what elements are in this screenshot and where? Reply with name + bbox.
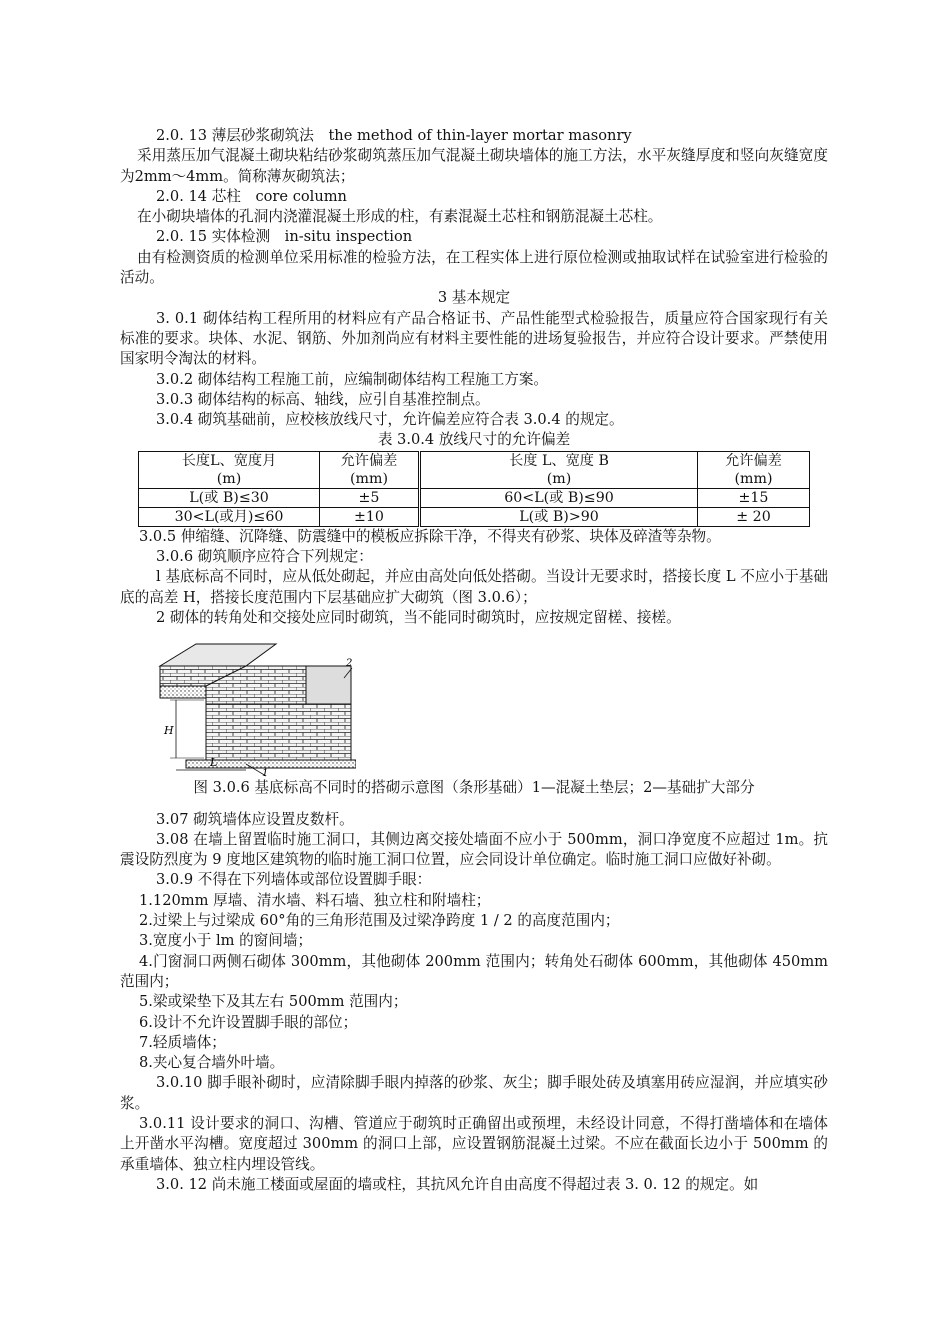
term-2-0-14-definition: 在小砌块墙体的孔洞内浇灌混凝土形成的柱，有素混凝土芯柱和钢筋混凝土芯柱。 <box>137 208 663 226</box>
header-cell <box>139 451 320 488</box>
label-h: H <box>164 724 174 738</box>
term-2-0-13: 2.0. 13 薄层砂浆砌筑法 the method of thin-layer mortar masonry <box>156 127 632 144</box>
clause-3-0-9-item-2: 2.过梁上与过梁成 60°角的三角形范围及过梁净跨度 1 / 2 的高度范围内； <box>139 912 620 930</box>
header-unit: (mm) <box>350 470 388 487</box>
header-unit: (m) <box>216 470 242 487</box>
label-1: 1 <box>262 768 269 779</box>
table-row <box>139 507 810 526</box>
table-cell: 30<L(或月)≤60 <box>139 507 320 526</box>
clause-3-0-9-item-5: 5.梁或梁垫下及其左右 500mm 范围内； <box>139 993 408 1011</box>
figure-3-0-6 <box>120 628 828 778</box>
header-unit: (mm) <box>734 470 773 487</box>
header-text: 允许偏差 <box>340 452 398 469</box>
clause-3-0-9-item-3: 3.宽度小于 lm 的窗间墙； <box>139 932 313 950</box>
term-2-0-15: 2.0. 15 实体检测 in-situ inspection <box>156 228 413 246</box>
table-title: 表 3.0.4 放线尺寸的允许偏差 <box>377 431 571 449</box>
header-cell <box>420 451 698 488</box>
clause-3-0-7: 3.07 砌筑墙体应设置皮数杆。 <box>156 810 354 828</box>
clause-3-0-9-item-6: 6.设计不允许设置脚手眼的部位； <box>139 1013 358 1031</box>
clause-3-0-6: 3.0.6 砌筑顺序应符合下列规定： <box>156 548 373 566</box>
label-2: 2 <box>346 658 353 670</box>
term-2-0-14: 2.0. 14 芯柱 core column <box>156 187 347 205</box>
header-text: 允许偏差 <box>725 452 782 469</box>
header-text: 长度 L、宽度 B <box>509 452 609 469</box>
clause-3-0-5: 3.0.5 伸缩缝、沉降缝、防震缝中的模板应拆除干净，不得夹有砂浆、块体及碎渣等杂物。 <box>139 527 721 545</box>
figure-caption: 图 3.0.6 基底标高不同时的搭砌示意图（条形基础）1—混凝土垫层；2—基础扩大部分 <box>193 779 755 797</box>
lower-foundation-face <box>206 704 351 760</box>
clause-3-0-9: 3.0.9 不得在下列墙体或部位设置脚手眼： <box>156 871 432 889</box>
table-cell: 60<L(或 B)≤90 <box>420 488 698 507</box>
term-2-0-15-definition: 由有检测资质的检测单位采用标准的检验方法，在工程实体上进行原位检测或抽取试样在试验室进行检验的活动。 <box>120 248 828 287</box>
clause-3-0-9-item-7: 7.轻质墙体； <box>139 1033 226 1051</box>
table-row <box>139 488 810 507</box>
clause-3-0-12: 3.0. 12 尚未施工楼面或屋面的墙或柱，其抗风允许自由高度不得超过表 3. 0. 12 的规定。如 <box>156 1175 759 1193</box>
deviation-table <box>138 451 810 527</box>
clause-3-0-3: 3.0.3 砌体结构的标高、轴线，应引自基准控制点。 <box>156 390 490 408</box>
clause-3-0-1: 3. 0.1 砌体结构工程所用的材料应有产品合格证书、产品性能型式检验报告，质量应符合国家现行有关标准的要求。块体、水泥、钢筋、外加剂尚应有材料主要性能的进场复验报告，并应符合设计要求。严禁使用国家明令淘汰的材料。 <box>120 309 828 368</box>
label-l: L <box>210 756 218 770</box>
upper-cushion <box>160 686 206 698</box>
clause-3-0-8: 3.08 在墙上留置临时施工洞口，其侧边离交接处墙面不应小于 500mm，洞口净宽度不应超过 1m。抗震设防烈度为 9 度地区建筑物的临时施工洞口位置，应会同设计单位确定。临时施工洞口应做好补砌。 <box>120 830 828 869</box>
clause-3-0-10: 3.0.10 脚手眼补砌时，应清除脚手眼内掉落的砂浆、灰尘；脚手眼处砖及填塞用砖应湿润，并应填实砂浆。 <box>120 1074 828 1112</box>
clause-3-0-6-item-2: 2 砌体的转角处和交接处应同时砌筑，当不能同时砌筑时，应按规定留槎、接槎。 <box>156 608 681 626</box>
table-cell: ±15 <box>698 488 810 507</box>
clause-3-0-6-item-1: l 基底标高不同时，应从低处砌起，并应由高处向低处搭砌。当设计无要求时，搭接长度 L 不应小于基础底的高差 H，搭接长度范围内下层基础应扩大砌筑（图 3.0.6）； <box>120 568 828 606</box>
clause-3-0-2: 3.0.2 砌体结构工程施工前，应编制砌体结构工程施工方案。 <box>156 370 549 388</box>
header-text: 长度L、宽度月 <box>181 452 277 469</box>
clause-3-0-9-item-1: 1.120mm 厚墙、清水墙、料石墙、独立柱和附墙柱； <box>139 891 491 909</box>
header-cell <box>320 451 420 488</box>
table-cell: L(或 B)>90 <box>420 507 698 526</box>
clause-3-0-4: 3.0.4 砌筑基础前，应校核放线尺寸，允许偏差应符合表 3.0.4 的规定。 <box>156 411 624 429</box>
upper-top-face <box>160 644 276 666</box>
clause-3-0-11: 3.0.11 设计要求的洞口、沟槽、管道应于砌筑时正确留出或预埋，未经设计同意，不得打凿墙体和在墙体上开凿水平沟槽。宽度超过 300mm 的洞口上部，应设置钢筋混凝土过梁。不应在截面长边小于 500mm 的承重墙体、独立柱内埋设管线。 <box>120 1114 828 1173</box>
clause-3-0-9-item-8: 8.夹心复合墙外叶墙。 <box>139 1054 285 1072</box>
table-cell: ±5 <box>320 488 420 507</box>
table-cell: L(或 B)≤30 <box>139 488 320 507</box>
header-unit: (m) <box>546 470 572 487</box>
clause-3-0-9-item-4: 4.门窗洞口两侧石砌体 300mm，其他砌体 200mm 范围内；转角处石砌体 600mm，其他砌体 450mm 范围内； <box>120 952 828 990</box>
table-header-row <box>139 451 810 488</box>
chapter-heading: 3 基本规定 <box>437 289 511 307</box>
table-cell: ±10 <box>320 507 420 526</box>
table-cell: ± 20 <box>698 507 810 526</box>
header-cell <box>698 451 810 488</box>
wall-end-face <box>306 666 351 704</box>
stepped-foundation-drawing <box>156 638 356 778</box>
term-2-0-13-definition: 采用蒸压加气混凝土砌块粘结砂浆砌筑蒸压加气混凝土砌块墙体的施工方法，水平灰缝厚度和竖向灰缝宽度为2mm～4mm。简称薄灰砌筑法； <box>120 147 828 185</box>
document-page <box>120 126 828 1195</box>
